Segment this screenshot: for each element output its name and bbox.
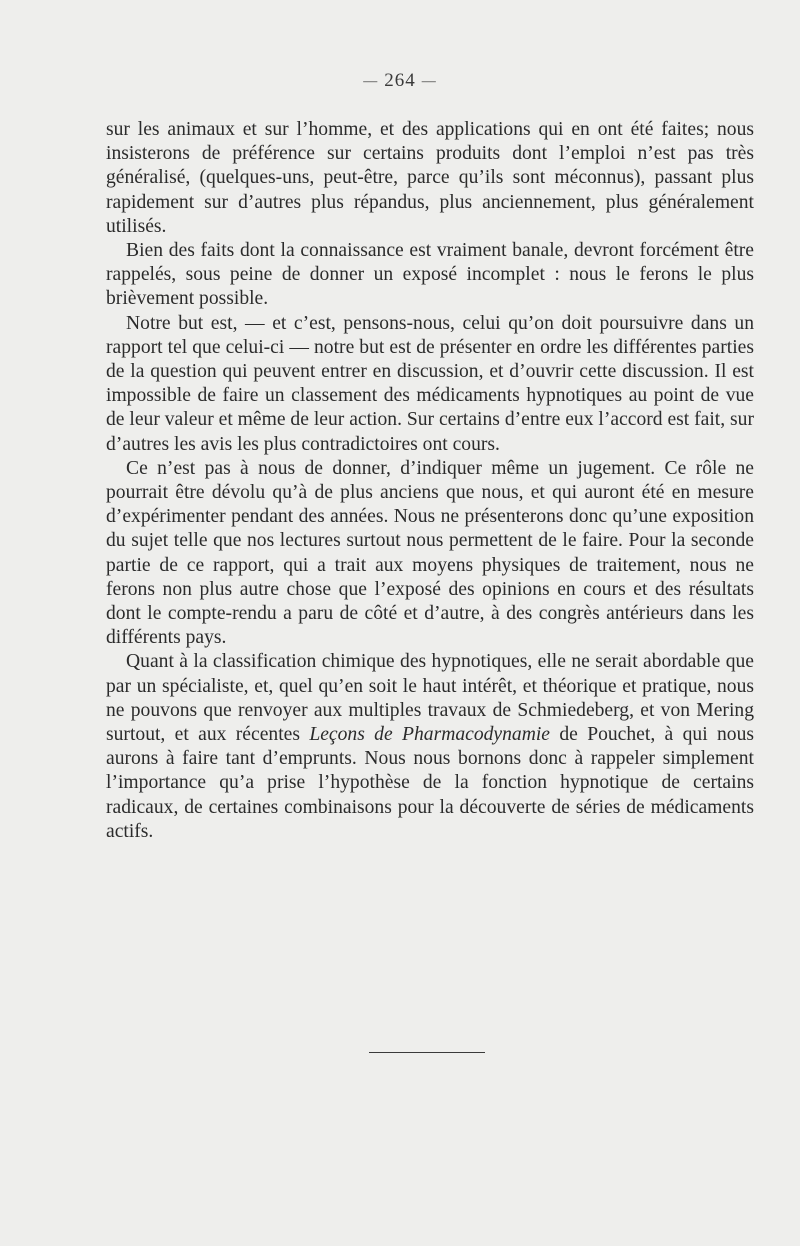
section-end-rule (369, 1052, 485, 1053)
right-dash: — (421, 73, 437, 89)
page-number: 264 (384, 70, 416, 91)
paragraph-4: Ce n’est pas à nous de donner, d’indiquer même un jugement. Ce rôle ne pourrait être dévolu qu’à de plus anciens que nous, et qui auront été en mesure d’expérimenter pendant des années. Nous ne présenterons donc qu’une exposition du sujet telle que nos lectures surtout nous permettent de le faire. Pour la seconde partie de ce rapport, qui a trait aux moyens physiques de traitement, nous ne ferons non plus autre chose que l’exposé des opinions en cours et des résultats dont le compte-rendu a paru de côté et d’autre, à des congrès antérieurs dans les différents pays. (106, 457, 754, 649)
paragraph-5-text-after: de Pouchet, à qui nous aurons à faire tant d’emprunts. Nous nous bornons donc à rappeler simplement l’importance qu’a prise l’hypothèse de la fonction hypnotique de certains radicaux, de certaines combinaisons pour la découverte de séries de médicaments actifs. (106, 724, 754, 842)
paragraph-5 (106, 650, 754, 844)
body-text (106, 118, 754, 844)
paragraph-2: Bien des faits dont la connaissance est vraiment banale, devront forcément être rappelés, sous peine de donner un exposé incomplet : nous le ferons le plus brièvement possible. (106, 240, 754, 310)
paragraph-1: sur les animaux et sur l’homme, et des applications qui en ont été faites; nous insisterons de préférence sur certains produits dont l’emploi n’est pas très généralisé, (quelques-uns, peut-être, parce qu’ils sont méconnus), passant plus rapidement sur d’autres plus répandus, plus anciennement, plus généralement utilisés. (106, 119, 754, 237)
book-title-italic: Leçons de Pharmacodynamie (309, 724, 551, 746)
left-dash: — (363, 73, 379, 89)
paragraph-3: Notre but est, — et c’est, pensons-nous, celui qu’on doit poursuivre dans un rapport tel que celui-ci — notre but est de présenter en ordre les différentes parties de la question qui peuvent entrer en discussion, et d’ouvrir cette discussion. Il est impossible de faire un classement des médicaments hypnotiques au point de vue de leur valeur et même de leur action. Sur certains d’entre eux l’accord est fait, sur d’autres les avis les plus contradictoires ont cours. (106, 312, 754, 455)
paragraph-5-text-before: Quant à la classification chimique des hypnotiques, elle ne serait abordable que par un spécialiste, et, quel qu’en soit le haut intérêt, et théorique et pratique, nous ne pouvons que renvoyer aux multiples travaux de Schmiedeberg, et von Mering surtout, et aux récentes (106, 651, 754, 746)
page-number-header (0, 70, 800, 92)
